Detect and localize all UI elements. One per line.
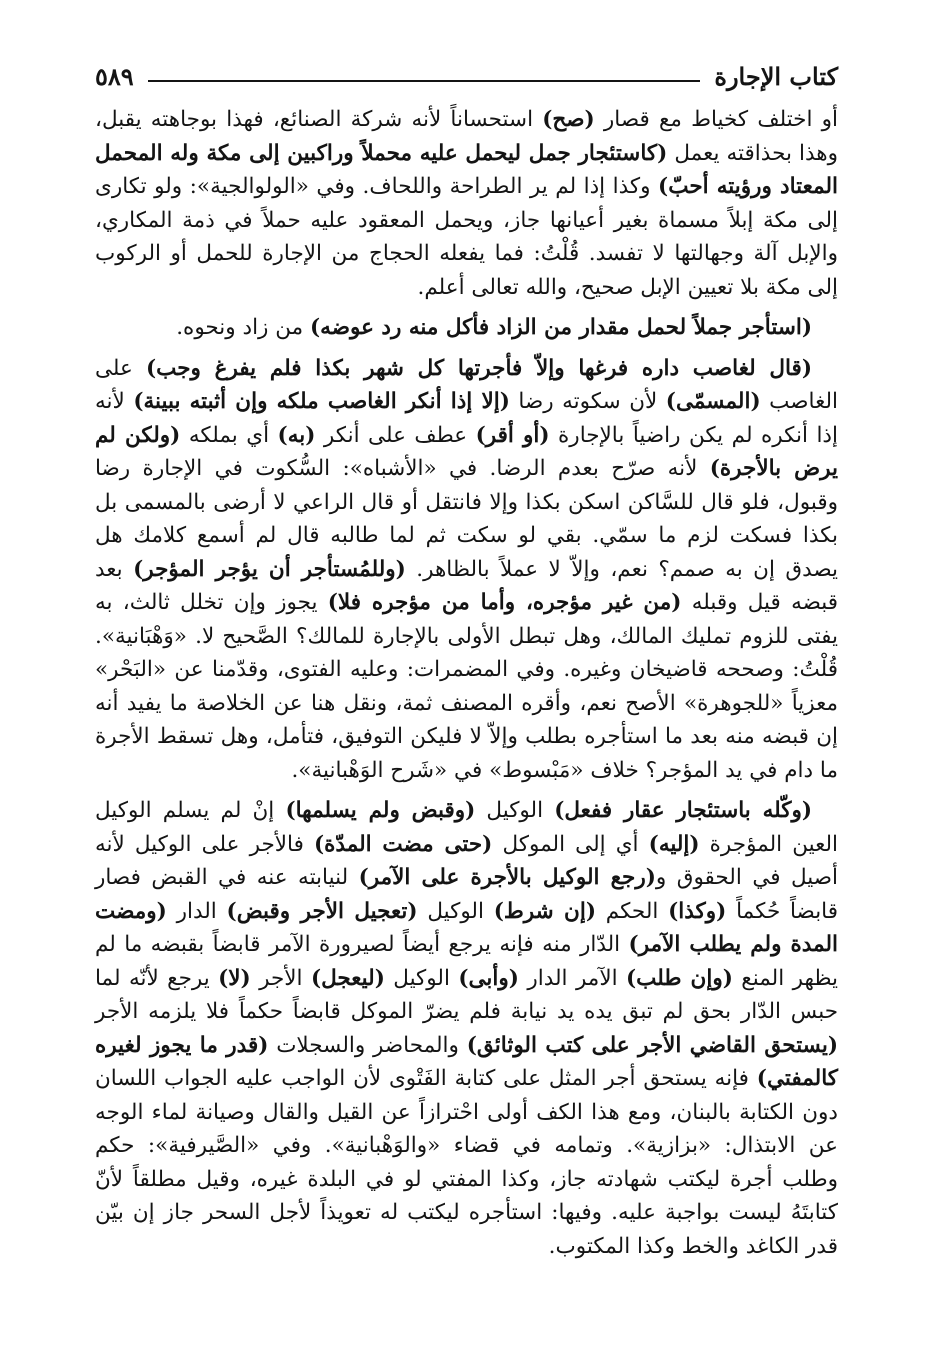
paragraph-p4 (95, 794, 838, 1263)
matn-segment: (من غير مؤجره، وأما من مؤجره فلا) (327, 590, 682, 615)
commentary-segment: يجوز وإن تخلل ثالث، به يفتى للزوم تمليك المالك، وهل تبطل الأولى بالإجارة للمالك؟ الصَّحيح لا. «وَهْبَانية». قُلْتُ: وصححه قاضيخان وغيره. وفي المضمرات: وعليه الفتوى، وقدّمنا عن «البَحْر» معزياً «للجوهرة» الأصح نعم، وأقره المصنف ثمة، ونقل هنا عن الخلاصة ما يفيد أنه إن قبضه منه بعد ما استأجره بطلب وإلاّ لا فليكن التوفيق، فتأمل، وهل تسقط الأجرة ما دام في يد المؤجر؟ خلاف «مَبْسوط» في «شَرح الوَهْبانية». (95, 590, 838, 783)
commentary-segment: فالأجر على الوكيل لأنه أصيل في الحقوق و (95, 831, 838, 890)
matn-segment: (به) (277, 422, 316, 448)
commentary-segment: من زاد ونحوه. (176, 315, 310, 340)
commentary-segment: على الغاصب (95, 355, 838, 414)
matn-segment: (رجع الوكيل بالأجرة على الآمر) (358, 865, 656, 890)
commentary-segment: يرجع لأنّه لما حبس الدّار بحق لم تبق يده يد نيابة فلم يضرّ الموكل قابضاً حكماً فلا يلزمه الأجر (95, 965, 838, 1024)
matn-segment: (حتى مضت المدّة) (313, 831, 493, 857)
commentary-segment: الدّار منه فإنه يرجع أيضاً لصيرورة الآمر قابضاً بقبضه ما لم يظهر المنع (95, 932, 838, 991)
commentary-segment: وكذا إذا لم ير الطراحة واللحاف. وفي «الولوالجية»: ولو تكارى إلى مكة إبلاً مسماة بغير أعيانها جاز، ويحمل المعقود عليه حملاً في ذمة المكاري، والإبل آلة وجهالتها لا تفسد. قُلْتُ: فما يفعله الحجاج من الإجارة للحمل أو الركوب إلى مكة بلا تعيين الإبل صحيح، والله تعالى أعلم. (95, 174, 838, 300)
matn-segment: (إن شرط) (493, 898, 596, 924)
matn-segment: (صح) (542, 107, 595, 132)
matn-segment: (يستحق القاضي الأجر على كتب الوثائق) (466, 1032, 839, 1058)
matn-segment: (وكذا) (668, 898, 727, 924)
matn-segment: (وأبى) (458, 965, 519, 991)
commentary-segment: لأنه صرّح بعدم الرضا. في «الأشباه»: السُّكوت في الإجارة رضا وقبول، فلو قال للسَّاكن اسكن بكذا وإلا فانتقل أو قال الراعي لا أرضى بالمسمى بل بكذا فسكت لزم ما سمّي. بقي لو سكت ثم لما طالبه قال لم أسمع كلامك هل يصدق إن به صمم؟ نعم، وإلاّ لا عملاً بالظاهر. (95, 456, 838, 582)
paragraph-p2 (95, 311, 838, 345)
running-header (95, 60, 838, 92)
matn-segment: (وقبض ولم يسلمها) (285, 798, 476, 823)
commentary-segment: فإنه يستحق أجر المثل على كتابة الفَتْوى لأن الواجب عليه الجواب اللسان دون الكتابة بالبنان، ومع هذا الكف أولى احْترازاً عن القيل والقال وصيانة لماء الوجه عن الابتذال: «بزازية». وتمامه في قضاء «والوَهْبانية». وفي «الصَّيرفية»: حكم وطلب أجرة ليكتب شهادته جاز، وكذا المفتي لو في البلدة غيره، وقيل مطلقاً لأنّ كتابتَهُ ليست بواجبة عليه. وفيها: استأجره ليكتب له تعويذاً لأجل السحر جاز إن بيّن قدر الكاغد والخط وكذا المكتوب. (95, 1066, 838, 1259)
commentary-segment: إنْ لم يسلم الوكيل العين المؤجرة (95, 798, 838, 857)
commentary-segment: لنيابته عنه في القبض فصار قابضاً حُكماً (95, 865, 839, 924)
commentary-segment: الدار (166, 898, 227, 924)
matn-segment: (إليه) (648, 831, 700, 857)
commentary-segment: لأن سكوته رضا (509, 389, 666, 414)
commentary-segment: أو اختلف كخياط مع قصار (594, 107, 838, 132)
matn-segment: (وإن طلب) (625, 965, 733, 991)
commentary-segment: عطف على أنكر (315, 422, 476, 448)
matn-segment: (ليعجل) (310, 965, 385, 991)
commentary-segment: والمحاضر والسجلات (268, 1032, 467, 1058)
matn-segment: (لا) (218, 965, 251, 991)
paragraph-p3 (95, 352, 838, 788)
commentary-segment: الأجر (250, 965, 311, 991)
matn-segment: (ولكن لم يرض بالأجرة) (95, 422, 838, 481)
commentary-segment: لأنه إذا أنكره لم يكن راضياً بالإجارة (95, 389, 838, 448)
matn-segment: (كاستئجار جمل ليحمل عليه محملاً وراكبين إلى مكة وله المحمل المعتاد ورؤيته أحبّ) (95, 140, 838, 199)
matn-segment: (استأجر جملاً لحمل مقدار من الزاد فأكل منه رد عوضه) (310, 315, 812, 340)
matn-segment: (تعجيل الأجر وقبض) (226, 898, 418, 924)
matn-segment: (وكّله باستئجار عقار ففعل) (554, 798, 812, 823)
chapter-title: كتاب الإجارة (714, 61, 838, 91)
commentary-segment: الوكيل (417, 898, 494, 924)
paragraph-p1 (95, 103, 838, 304)
matn-segment: (ومضت المدة ولم يطلب الآمر) (95, 898, 838, 957)
page-number: ٥٨٩ (95, 61, 134, 91)
matn-segment: (قدر ما يجوز لغيره كالمفتي) (95, 1032, 838, 1091)
commentary-segment: الوكيل (384, 965, 459, 991)
commentary-segment: أي إلى الموكل (492, 831, 649, 857)
commentary-segment: بعد قبضه قيل وقبله (95, 556, 839, 615)
commentary-segment: الحكم (596, 898, 669, 924)
matn-segment: (قال لغاصب داره فرغها وإلاّ فأجرتها كل شهر بكذا فلم يفرغ وجب) (145, 355, 812, 381)
matn-segment: (إلا إذا أنكر الغاصب ملكه وإن أثبته ببينة) (133, 389, 510, 414)
commentary-segment: الآمر الدار (518, 965, 626, 991)
matn-segment: (وللمُستأجر أن يؤجر المؤجر) (133, 556, 406, 582)
matn-segment: (أو أقر) (475, 422, 550, 448)
body-text (95, 103, 838, 1263)
commentary-segment: أي بملكه (180, 422, 278, 448)
commentary-segment: الوكيل (475, 798, 555, 823)
commentary-segment: استحساناً لأنه شركة الصنائع، فهذا بوجاهته يقبل، وهذا بحذاقته يعمل (95, 107, 838, 166)
matn-segment: (المسمّى) (665, 389, 761, 414)
header-rule (148, 80, 701, 82)
